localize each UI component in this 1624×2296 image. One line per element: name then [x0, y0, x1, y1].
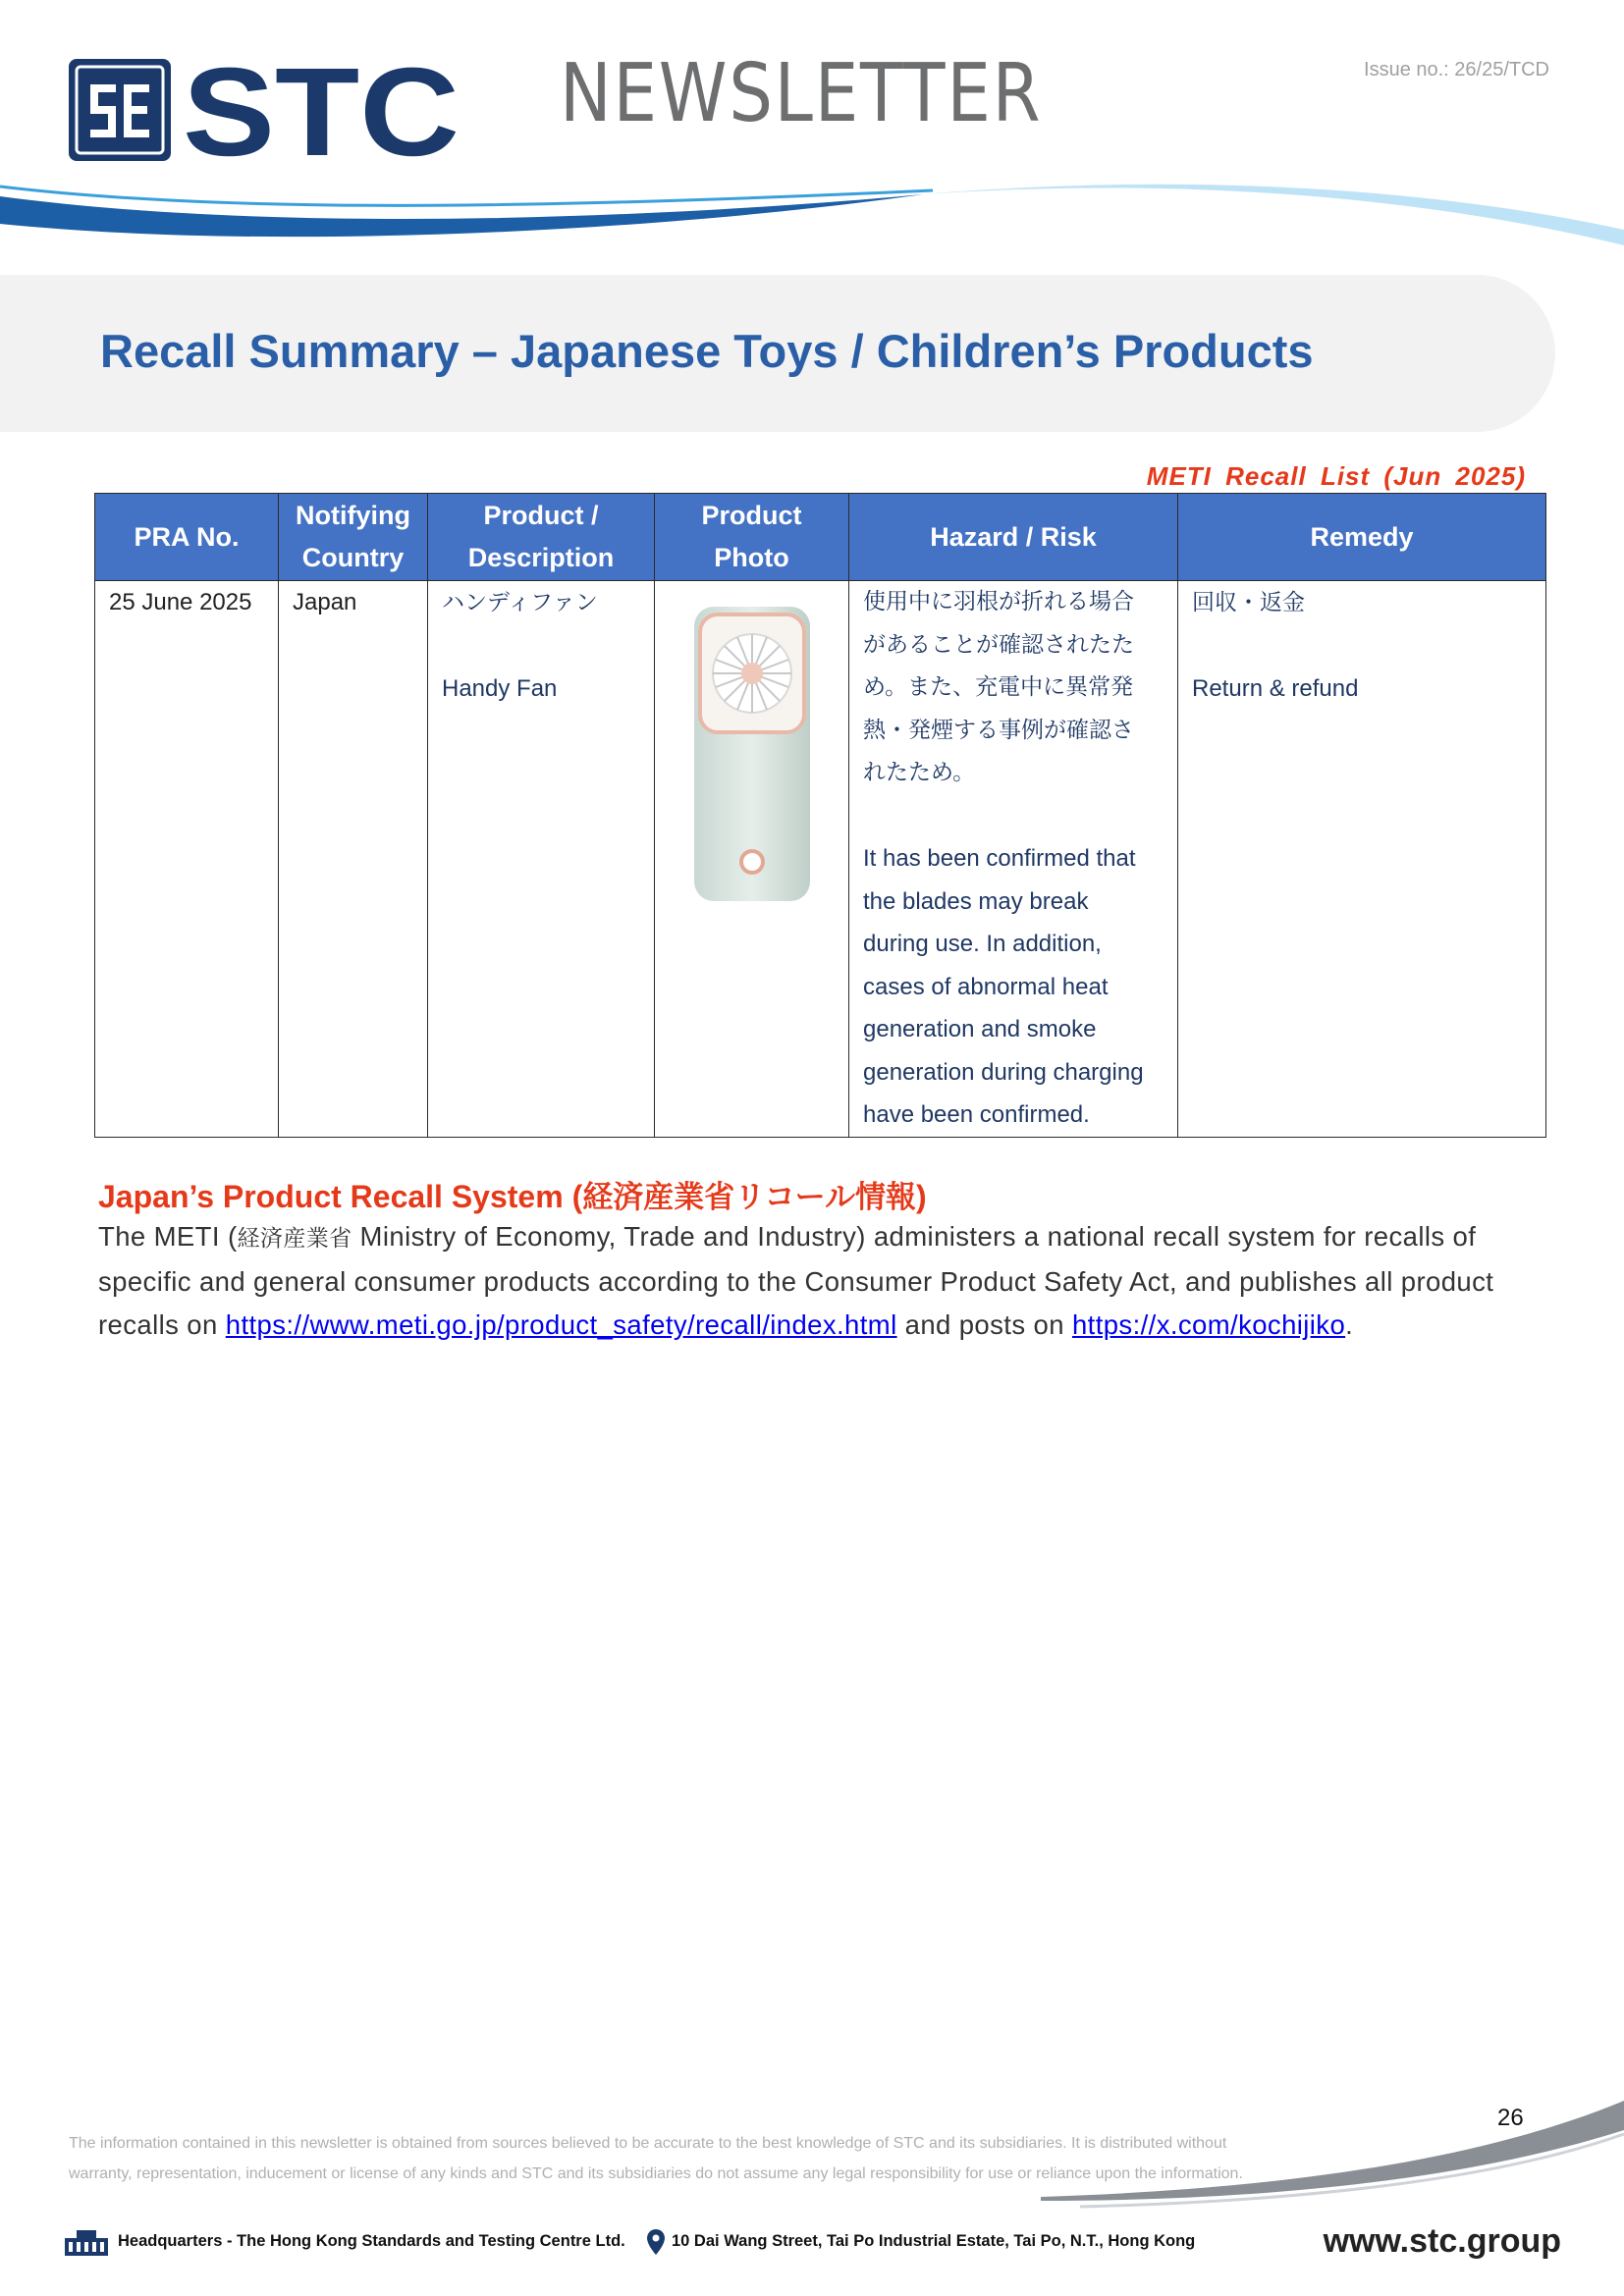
table-header-row	[95, 494, 1546, 581]
cell-photo	[655, 581, 849, 1138]
header-pra-no: PRA No.	[95, 494, 279, 581]
list-caption: METI Recall List (Jun 2025)	[1146, 461, 1526, 491]
address-text: 10 Dai Wang Street, Tai Po Industrial Estate, Tai Po, N.T., Hong Kong	[672, 2232, 1196, 2250]
header-photo: Product Photo	[655, 494, 849, 581]
cell-remedy	[1178, 581, 1546, 1138]
remedy-en: Return & refund	[1192, 675, 1359, 702]
product-name-jp: ハンディファン	[442, 590, 598, 615]
hazard-text-jp: 使用中に羽根が折れる場合 があることが確認されたた め。また、充電中に異常発 熱・発煙する事例が確認さ れたため。	[863, 589, 1134, 785]
cell-hazard	[849, 581, 1178, 1138]
header-hazard: Hazard / Risk	[849, 494, 1178, 581]
cell-product	[428, 581, 655, 1138]
stc-logo	[67, 57, 461, 163]
website-link[interactable]: www.stc.group	[1323, 2222, 1561, 2260]
page-number: 26	[1497, 2105, 1524, 2131]
section-title: Japan’s Product Recall System (経済産業省リコール情報)	[98, 1179, 927, 1215]
meti-recall-link[interactable]: https://www.meti.go.jp/product_safety/recall/index.html	[225, 1309, 897, 1340]
header-country: Notifying Country	[279, 494, 428, 581]
building-icon	[63, 2228, 110, 2258]
header-swoosh	[0, 177, 1624, 265]
handy-fan-photo	[688, 599, 816, 913]
footer-bar	[63, 2222, 1561, 2262]
header-product: Product / Description	[428, 494, 655, 581]
disclaimer: The information contained in this newsletter is obtained from sources believed to be accurate to the best knowledge of STC and its subsidiaries. It is distributed without warranty, representation, inducement or license of any kinds and STC and its subsidiaries do not assume any legal responsibility for use or reliance upon the information.	[69, 2135, 1243, 2182]
hazard-text-en: It has been confirmed that the blades may break during use. In addition, cases of abnormal heat generation and smoke generation during charging have been confirmed.	[863, 845, 1144, 1128]
x-kochijiko-link[interactable]: https://x.com/kochijiko	[1071, 1309, 1346, 1340]
location-pin-icon	[646, 2228, 666, 2256]
cell-country: Japan	[279, 581, 428, 1138]
issue-number: Issue no.: 26/25/TCD	[1364, 59, 1549, 80]
header-remedy: Remedy	[1178, 494, 1546, 581]
page-title: Recall Summary – Japanese Toys / Children’s Products	[100, 325, 1314, 377]
svg-text:STC: STC	[183, 57, 460, 163]
table-row	[95, 581, 1546, 1138]
headquarters-text: Headquarters - The Hong Kong Standards and Testing Centre Ltd.	[118, 2232, 625, 2250]
cell-date: 25 June 2025	[95, 581, 279, 1138]
remedy-jp: 回収・返金	[1192, 590, 1305, 615]
product-name-en: Handy Fan	[442, 675, 558, 702]
recall-table	[94, 493, 1546, 1138]
newsletter-wordmark: NEWSLETTER	[560, 47, 1043, 140]
section-paragraph: The METI (経済産業省 Ministry of Economy, Trade and Industry) administers a national recall system for recalls of specific and general consumer products according to the Consumer Product Safety Act, and publishes all product recalls on https://www.meti.go.jp/product_safety/recall/index.html and posts on https://x.com/kochijiko.	[98, 1221, 1494, 1340]
